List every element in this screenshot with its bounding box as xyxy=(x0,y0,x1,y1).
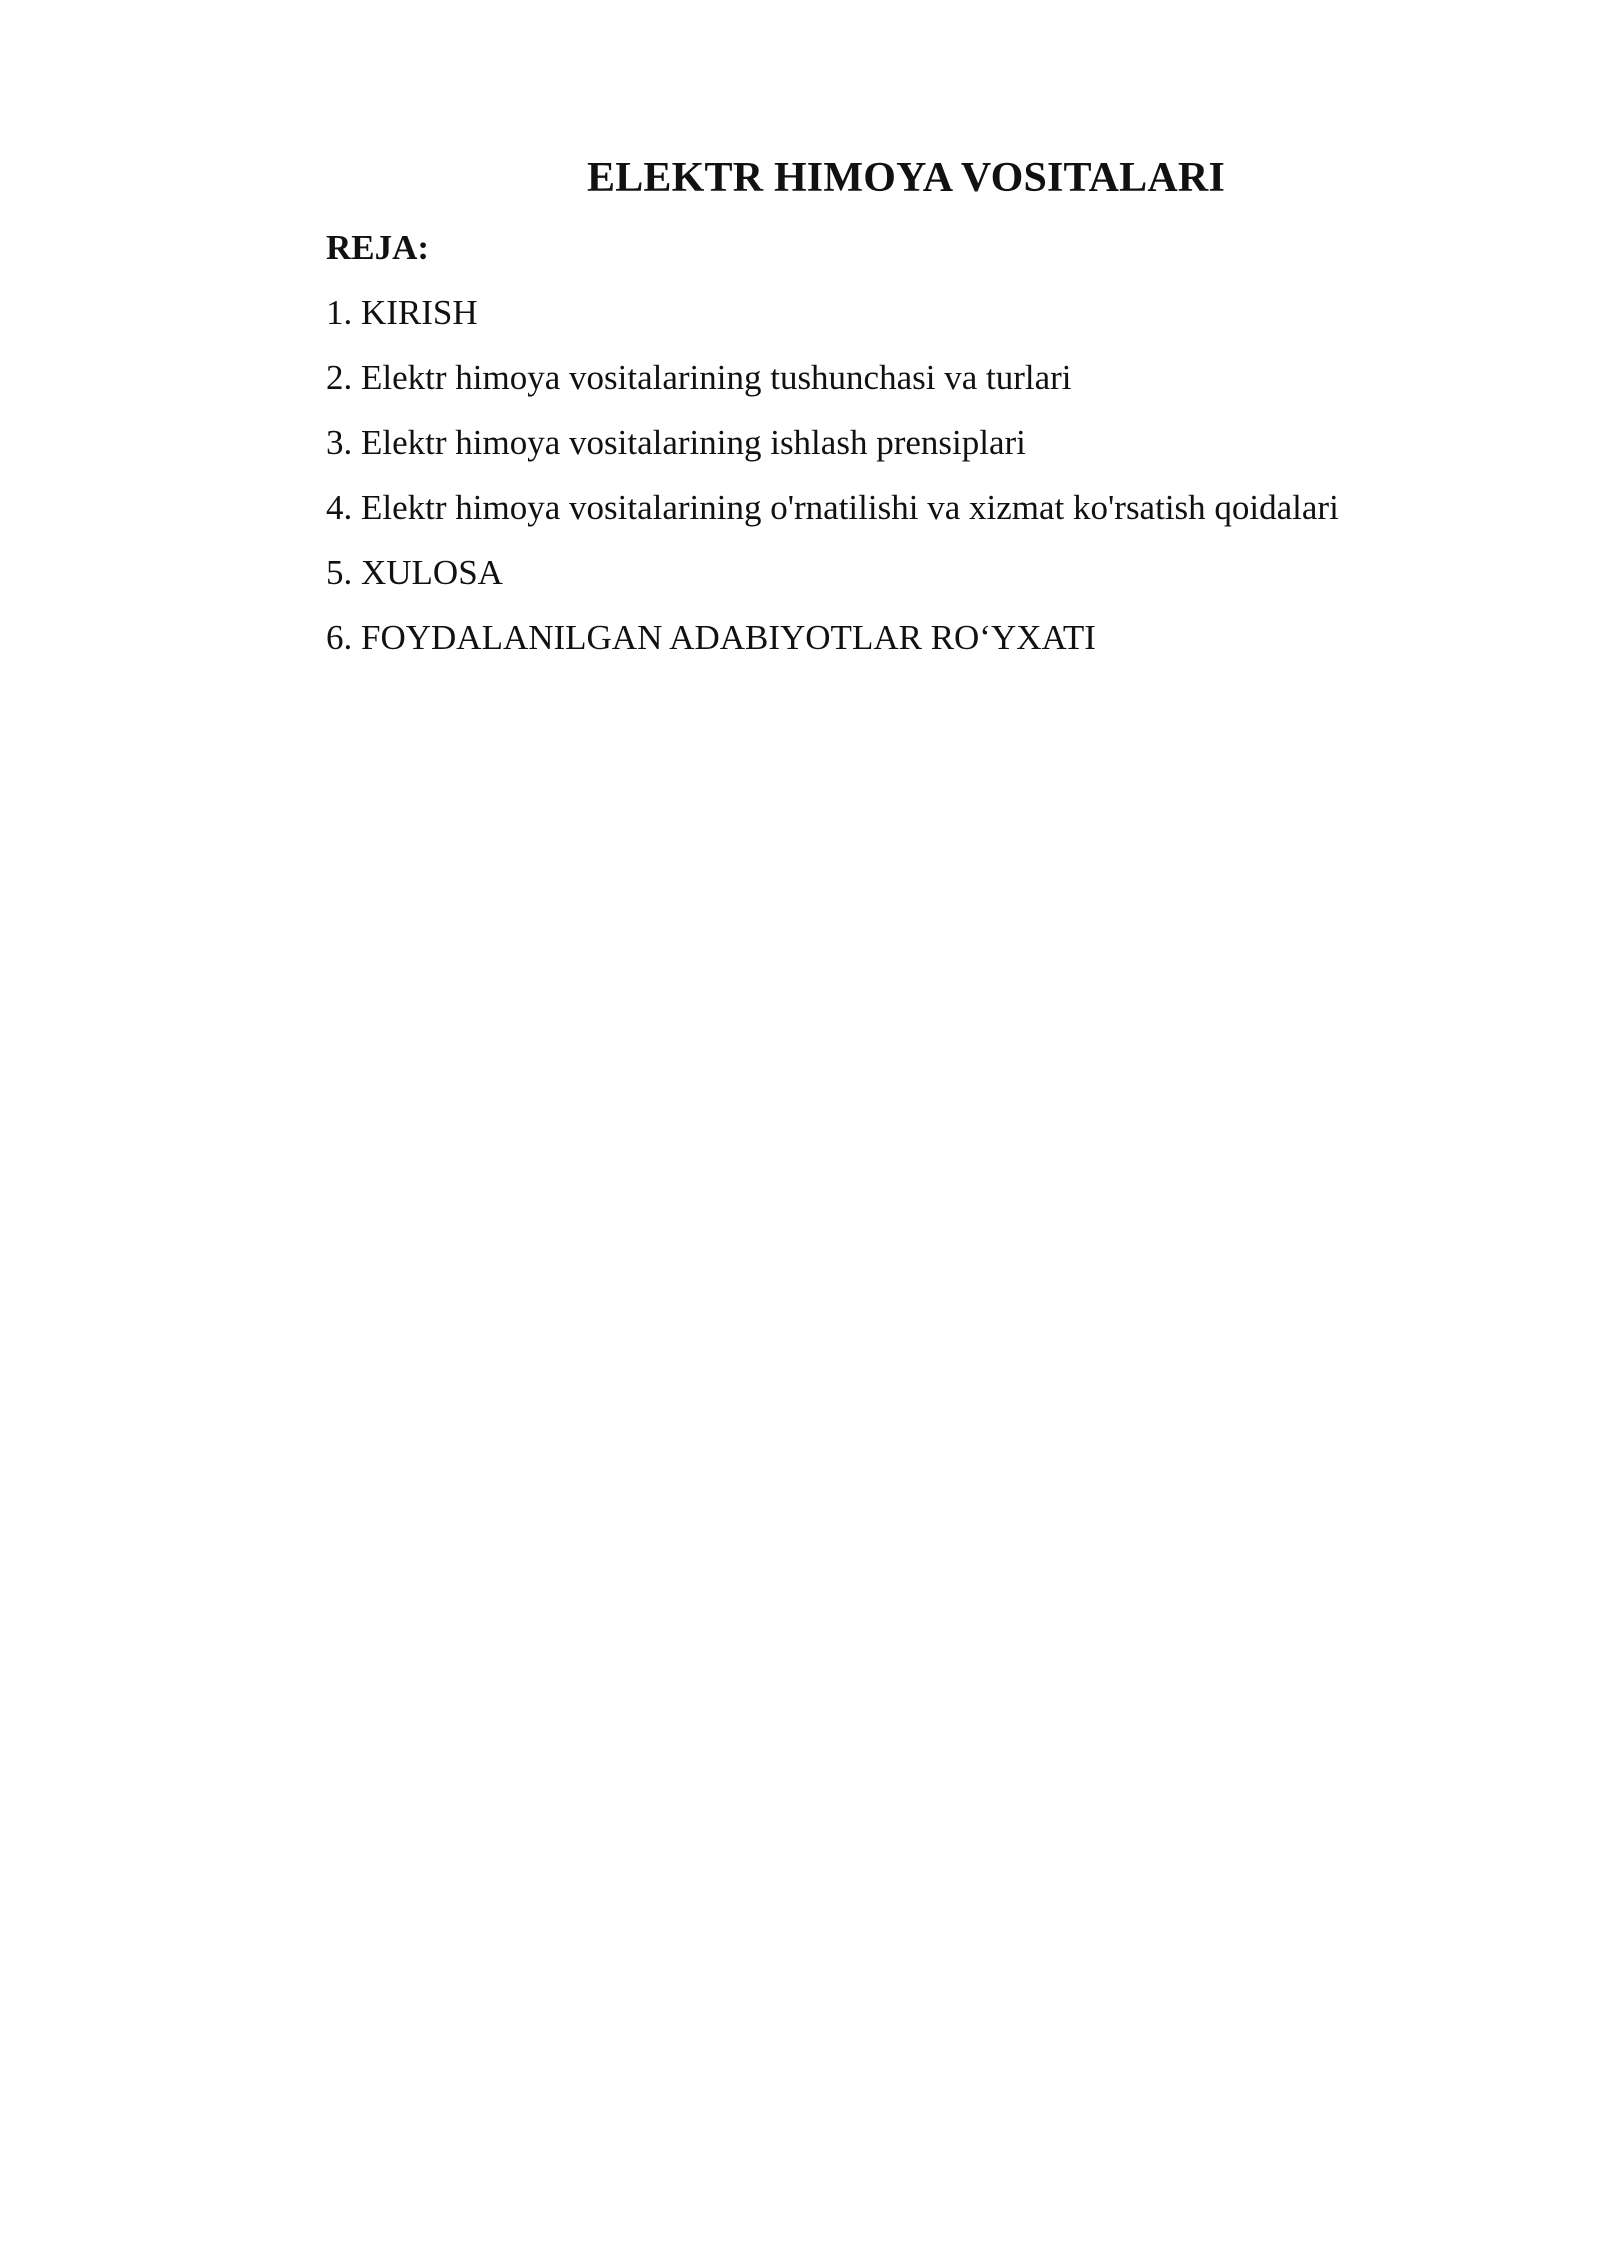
plan-item xyxy=(326,486,1506,530)
document-title: ELEKTR HIMOYA VOSITALARI xyxy=(586,155,1226,201)
plan-item-text: Elektr himoya vositalarining o'rnatilishi va xizmat ko'rsatish qoidalari xyxy=(361,488,1339,527)
plan-item-text: Elektr himoya vositalarining ishlash prensiplari xyxy=(361,423,1026,462)
plan-item-text: Elektr himoya vositalarining tushunchasi va turlari xyxy=(361,358,1072,397)
plan-item-text: KIRISH xyxy=(361,293,478,332)
plan-item-number: 2. xyxy=(326,358,353,397)
plan-item-number: 4. xyxy=(326,488,353,527)
plan-item xyxy=(326,291,1506,335)
plan-item-number: 1. xyxy=(326,293,353,332)
plan-item xyxy=(326,551,1506,595)
plan-item-text: FOYDALANILGAN ADABIYOTLAR RO‘YXATI xyxy=(361,618,1096,657)
plan-item xyxy=(326,356,1506,400)
plan-item-number: 3. xyxy=(326,423,353,462)
plan-item-number: 5. xyxy=(326,553,353,592)
plan-heading: REJA: xyxy=(326,228,430,267)
plan-item xyxy=(326,616,1506,660)
plan-item-text: XULOSA xyxy=(361,553,503,592)
plan-list xyxy=(326,291,1506,681)
plan-item-number: 6. xyxy=(326,618,353,657)
plan-item xyxy=(326,421,1506,465)
